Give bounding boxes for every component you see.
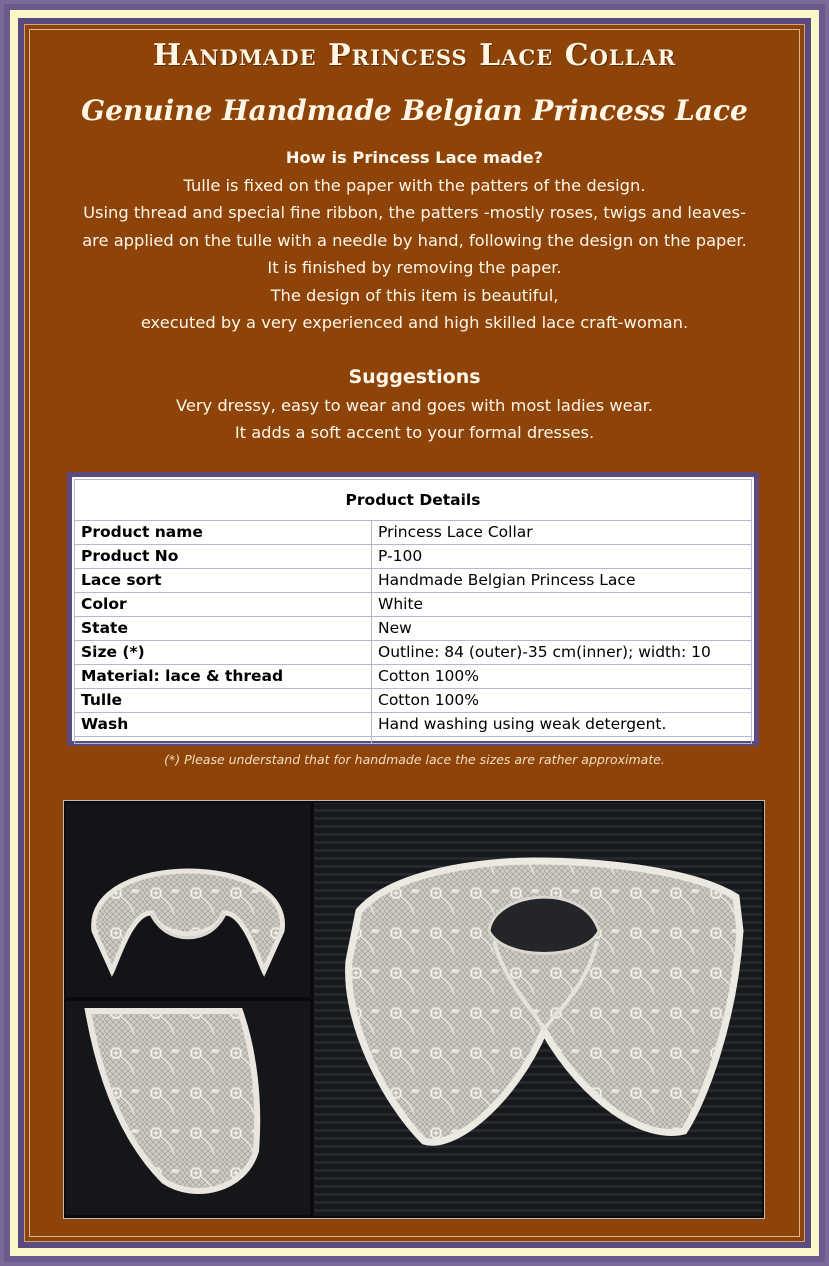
- how-made-line: executed by a very experienced and high skilled lace craft-woman.: [140, 313, 689, 332]
- table-row: [75, 665, 752, 689]
- suggestion-line: Very dressy, easy to wear and goes with most ladies wear.: [175, 395, 654, 415]
- how-made-line: Tulle is fixed on the paper with the patters of the design.: [183, 175, 646, 195]
- page-title: Handmade Princess Lace Collar: [152, 38, 677, 73]
- table-row: [75, 521, 752, 545]
- table-row: [75, 617, 752, 641]
- table-row: [75, 689, 752, 713]
- row-value: Outline: 84 (outer)-35 cm(inner); width: 10: [372, 641, 752, 665]
- row-label: Size (*): [75, 641, 372, 665]
- table-row: [75, 545, 752, 569]
- how-made-heading: How is Princess Lace made?: [285, 148, 544, 167]
- row-label: Wash: [75, 713, 372, 737]
- row-value: P-100: [372, 545, 752, 569]
- row-label: Product No: [75, 545, 372, 569]
- photo-collar-top: [66, 803, 310, 997]
- how-made-line: Using thread and special fine ribbon, the patters -mostly roses, twigs and leaves-: [83, 203, 746, 222]
- row-label: Lace sort: [75, 569, 372, 593]
- row-label: Color: [75, 593, 372, 617]
- table-row: [75, 713, 752, 737]
- table-row: [75, 737, 752, 744]
- row-label: Tulle: [75, 689, 372, 713]
- row-label: State: [75, 617, 372, 641]
- row-value: Cotton 100%: [372, 665, 752, 689]
- how-made-line: It is finished by removing the paper.: [267, 258, 562, 277]
- table-row: [75, 569, 752, 593]
- photo-collar-main: [314, 803, 762, 1216]
- suggestion-line: It adds a soft accent to your formal dresses.: [234, 423, 595, 442]
- row-value: Cotton 100%: [372, 689, 752, 713]
- product-details-table: [74, 479, 752, 744]
- row-value: Handmade Belgian Princess Lace: [372, 569, 752, 593]
- suggestions-heading: Suggestions: [348, 366, 481, 388]
- photo-collar-detail: [66, 1001, 310, 1215]
- product-photos: [63, 800, 765, 1219]
- product-details-frame: [67, 472, 759, 746]
- row-value: Princess Lace Collar: [372, 521, 752, 545]
- table-row: [75, 641, 752, 665]
- size-note: (*) Please understand that for handmade lace the sizes are rather approximate.: [164, 752, 665, 767]
- table-row: [75, 593, 752, 617]
- page-subtitle: Genuine Handmade Belgian Princess Lace: [81, 94, 748, 127]
- row-value: New: [372, 617, 752, 641]
- row-value: White: [372, 593, 752, 617]
- row-label: Material: lace & thread: [75, 665, 372, 689]
- row-label: Product name: [75, 521, 372, 545]
- table-heading: Product Details: [75, 480, 752, 521]
- how-made-section: [30, 144, 799, 337]
- row-value: Hand washing using weak detergent.: [372, 713, 752, 737]
- how-made-line: are applied on the tulle with a needle by hand, following the design on the paper.: [82, 230, 747, 250]
- how-made-line: The design of this item is beautiful,: [270, 285, 559, 305]
- suggestions-section: [30, 364, 799, 447]
